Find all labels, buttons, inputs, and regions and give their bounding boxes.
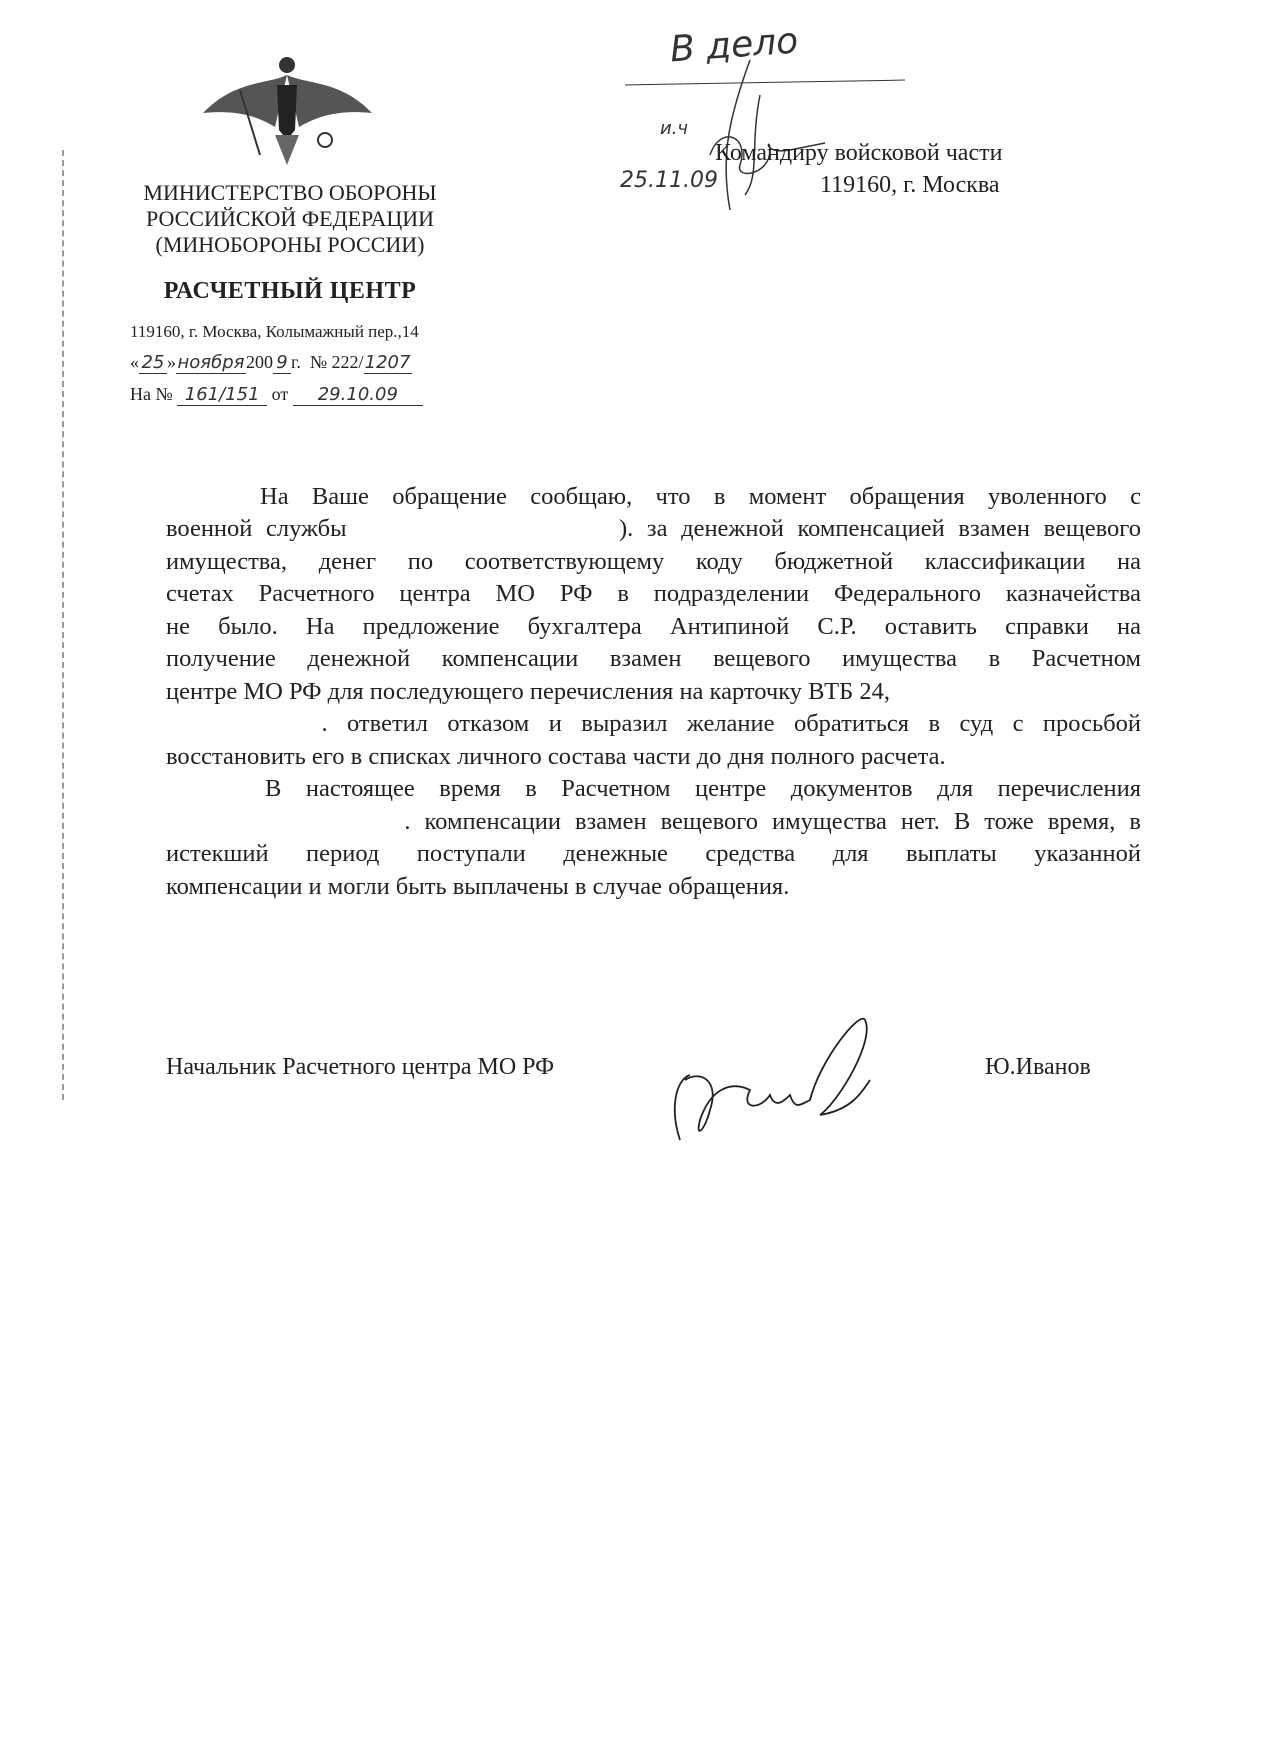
resolution-text: В дело	[668, 20, 800, 71]
date-month: ноября	[177, 352, 245, 373]
body-line: В настоящее время в Расчетном центре документов для перечисления	[265, 775, 1141, 802]
signatory-position: Начальник Расчетного центра МО РФ	[166, 1054, 555, 1080]
body-line: не было. На предложение бухгалтера Антипиной С.Р. оставить справки на	[166, 613, 1141, 640]
handwritten-signature	[660, 1000, 890, 1150]
outgoing-date-line: « 25 »ноября200 9 г. № 222/1207	[130, 352, 411, 373]
body-line: . ответил отказом и выразил желание обратиться в суд с просьбой	[166, 710, 1141, 737]
body-line: . компенсации взамен вещевого имущества нет. В тоже время, в	[166, 808, 1141, 835]
body-line: компенсации и могли быть выплачены в случае обращения.	[166, 873, 790, 900]
resolution-initials: и.ч	[660, 118, 689, 139]
body-line: истекший период поступали денежные средства для выплаты указанной	[166, 840, 1141, 867]
body-line: военной службы ). за денежной компенсацией взамен вещевого	[166, 515, 1141, 542]
date-day: 25	[139, 352, 167, 374]
ministry-line: (МИНОБОРОНЫ РОССИИ)	[155, 232, 425, 257]
body-line: имущества, денег по соответствующему коду бюджетной классификации на	[166, 548, 1141, 575]
body-line: восстановить его в списках личного состава части до дня полного расчета.	[166, 743, 946, 770]
body-line: На Ваше обращение сообщаю, что в момент обращения уволенного с	[260, 483, 1141, 510]
reference-line	[130, 384, 423, 406]
ministry-name	[120, 180, 460, 258]
ref-from-label: от	[271, 384, 289, 404]
outgoing-number: 1207	[364, 352, 411, 373]
ministry-line: РОССИЙСКОЙ ФЕДЕРАЦИИ	[145, 206, 435, 231]
body-line: центре МО РФ для последующего перечисления на карточку ВТБ 24,	[166, 678, 890, 705]
recipient-line-1: Командиру войсковой части	[715, 140, 1003, 166]
date-year-suffix: г.	[291, 352, 301, 372]
date-year-digit: 9	[273, 352, 291, 374]
resolution-date: 25.11.09	[620, 168, 718, 193]
emblem-eagle-icon	[195, 55, 380, 165]
scan-margin-mark	[62, 150, 68, 1100]
date-year-prefix: 200	[246, 352, 273, 372]
signatory-name: Ю.Иванов	[985, 1054, 1091, 1080]
number-label: № 222/	[309, 352, 364, 372]
department-address: 119160, г. Москва, Колымажный пер.,14	[130, 322, 419, 341]
ref-number: 161/151	[177, 384, 267, 406]
body-line: счетах Расчетного центра МО РФ в подразделении Федерального казначейства	[166, 580, 1141, 607]
body-line: получение денежной компенсации взамен вещевого имущества в Расчетном	[166, 645, 1141, 672]
recipient-line-2: 119160, г. Москва	[820, 172, 1000, 198]
ministry-line: МИНИСТЕРСТВО ОБОРОНЫ	[143, 180, 437, 205]
ref-label: На №	[130, 384, 173, 404]
ref-date: 29.10.09	[293, 384, 423, 406]
department-name: РАСЧЕТНЫЙ ЦЕНТР	[163, 278, 417, 304]
